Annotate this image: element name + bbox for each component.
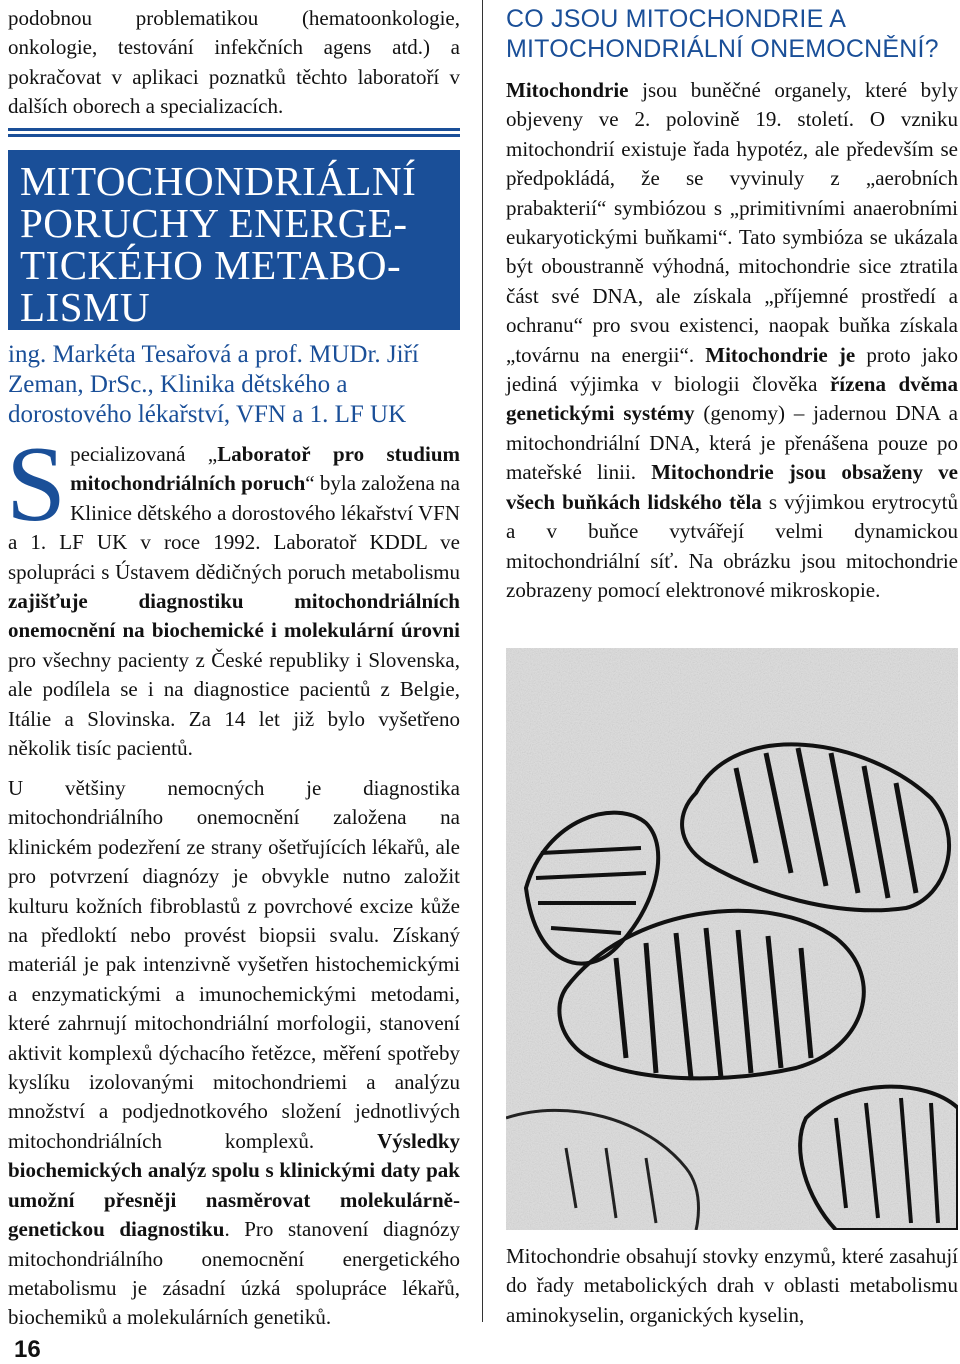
bold-run: Výsledky biochemických analýz spolu s klinickými daty pak umožní přesněji nasměrovat molekulárně-genetickou diagnostiku [8,1128,460,1242]
text-run: . Pro stanovení diagnózy mitochondriálního onemocnění energetického metabolismu je zásadní úzká spolupráce lékařů, biochemiků a molekulárních genetiků. [8,1217,460,1330]
text-run: (genomy) – jadernou DNA a mitochondriální DNA, která je přenášena pouze po mateřské linii. [506,401,958,485]
micrograph-caption: Mitochondrie obsahují stovky enzymů, které zasahují do řady metabolických drah v oblasti metabolismu aminokyselin, organických kyselin, [506,1244,958,1327]
paragraph-lab-text [6,425,460,763]
bold-run: Laboratoř pro studium mitochondriálních poruch [70,442,460,496]
drop-cap: S [6,425,67,544]
bold-run: Mitochondrie [506,78,629,102]
text-run: jsou buněčné organely, které byly objeveny ve 2. polovině 19. století. O vzniku mitochondrií existuje řada hypotéz, ale především se předpokládá, že se vyvinuly z „aerobních prabakterií“ symbiózou s „primitivními anaerobními eukaryotickými buňkami“. Tato symbióza se ukázala být oboustranně výhodná, mitochondrie sice ztratila část své DNA, ale získala „příjemné prostředí a ochranu“ pro svou existenci, naopak buňka získala „továrnu na energii“. [506,78,958,367]
article-title: MITOCHONDRIÁLNÍ PORUCHY ENERGE- TICKÉHO METABO- LISMU [20,158,417,330]
text-run: pecializovaná „ [70,442,218,466]
page-number: 16 [14,1336,41,1363]
article-authors: ing. Markéta Tesařová a prof. MUDr. Jiří Zeman, DrSc., Klinika dětského a dorostového lékařství, VFN a 1. LF UK [8,341,419,428]
title-rule [8,128,460,137]
bold-run: Mitochondrie jsou obsaženy ve všech buňkách lidského těla [506,460,958,514]
text-run: proto jako jediná výjimka v biologii člověka [506,342,958,397]
mitochondria-micrograph [506,648,958,1230]
paragraph-diagnostics [8,774,460,1333]
micrograph-image [506,648,958,1230]
section-heading: CO JSOU MITOCHONDRIE A MITOCHONDRIÁLNÍ ONEMOCNĚNÍ? [506,5,939,63]
text-run: U většiny nemocných je diagnostika mitochondriálního onemocnění založena na klinickém podezření ze strany ošetřujících lékařů, ale pro potvrzení diagnózy je obvykle nutno založit kulturu kožních fibroblastů z povrchové excize kůže na předloktí nebo provést biopsii svalu. Získaný materiál je pak intenzivně vyšetřen histochemickými a enzymatickými a imunochemickými metodami, které zahrnují mitochondriální morfologii, stanovení aktivit komplexů dýchacího řetězce, měření spotřeby kyslíku izolovanými mitochondriemi a analýzu množství a podjednotkového složení jednotlivých mitochondriálních komplexů. [8,776,460,1153]
text-run: pro všechny pacienty z České republiky i Slovenska, ale podílela se i na diagnostice pacientů z Belgie, Itálie a Slovinska. Za 14 let již bylo vyšetřeno několik tisíc pacientů. [8,647,460,761]
title-box [8,150,460,330]
bold-run: zajišťuje diagnostiku mitochondriálních onemocnění na biochemické i molekulární úrovni [8,589,460,643]
paragraph-mitochondria [506,76,958,605]
bold-run: řízena dvěma genetickými systémy [506,372,958,426]
bold-run: Mitochondrie je [705,342,856,367]
column-divider [482,0,483,1322]
text-run: s výjimkou erytrocytů a v buňce vytvářejí velmi dynamickou mitochondriální síť. Na obrázku jsou mitochondrie zobrazeny pomocí elektronové mikroskopie. [506,489,958,602]
paragraph-lab [6,425,460,763]
intro-paragraph: podobnou problematikou (hematoonkologie, onkologie, testování infekčních agens atd.) a pokračovat v aplikaci poznatků těchto laboratoří v dalších oborech a specializacích. [8,6,460,119]
text-run: “ byla založena na Klinice dětského a dorostového lékařství VFN a 1. LF UK v roce 1992. Laboratoř KDDL ve spolupráci s Ústavem dědičných poruch metabolismu [8,471,460,584]
